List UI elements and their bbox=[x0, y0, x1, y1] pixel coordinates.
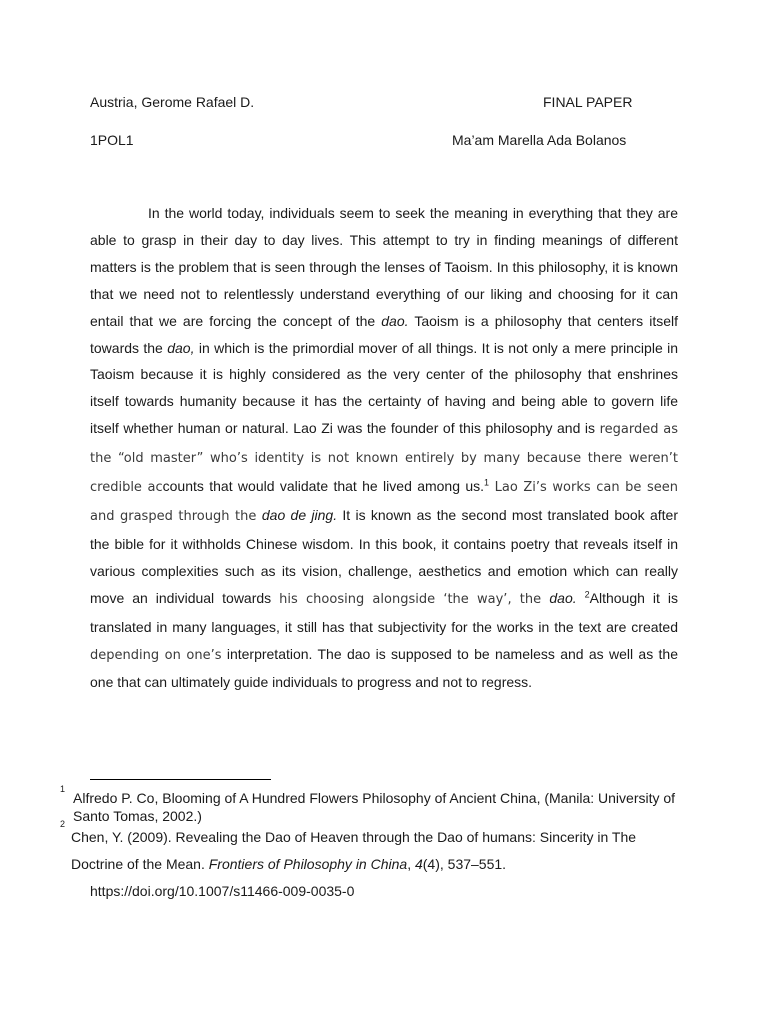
term-dao-de-jing: dao de jing. bbox=[261, 506, 338, 523]
text-run: It is known as the second most translated book after the bible for it withholds Chinese wisdom. In this book, it contains poetry that reveals itself in various complexities such as its vision, challenge, aesthetics and emotion which can really move an individual towards bbox=[90, 506, 678, 606]
term-dao: dao, bbox=[167, 339, 195, 356]
text-run: regarded as the “old master” who’s identity is not known entirely by many because there weren’t credible ac bbox=[90, 422, 679, 496]
text-run: counts that would validate that he lived among us. bbox=[162, 478, 485, 495]
footnote-ref-1[interactable]: 1 bbox=[484, 477, 490, 488]
text-run: his choosing alongside ‘the way’, the bbox=[279, 591, 550, 607]
text-run: Lao Zi’s works can be seen and grasped through the bbox=[90, 480, 678, 524]
paragraph-1 bbox=[90, 200, 678, 696]
text-run: In the world today, individuals seem to seek the meaning in everything that they are able to grasp in their day to day lives. This attempt to try in finding meanings of different matters is the problem that is seen through the lenses of Taoism. In this philosophy, it is known that we need not to relentlessly understand everything of our liking and choosing for it can entail that we are forcing the concept of the bbox=[90, 205, 678, 329]
text-run: Taoism is a philosophy that centers itself towards the bbox=[90, 312, 678, 356]
footnote-text: Alfredo P. Co, Blooming of A Hundred Flowers Philosophy of Ancient China, (Manila: University of Santo Tomas, 2002.) bbox=[73, 790, 676, 824]
citation-text: Chen, Y. (2009). Revealing the Dao of Heaven through the Dao of humans: Sincerity in The Doctrine of the Mean. bbox=[71, 829, 637, 872]
journal-name: Frontiers of Philosophy in China bbox=[208, 856, 408, 872]
instructor-name: Ma’am Marella Ada Bolanos bbox=[452, 132, 627, 148]
term-dao: dao. bbox=[381, 312, 409, 329]
class-section: 1POL1 bbox=[90, 132, 134, 148]
text-run: depending on one’s bbox=[90, 647, 222, 663]
journal-volume: 4 bbox=[414, 856, 423, 872]
citation-text: , bbox=[407, 856, 415, 872]
footnote-separator bbox=[90, 779, 271, 780]
term-dao: dao. bbox=[549, 589, 577, 606]
text-run: in which is the primordial mover of all things. It is not only a mere principle in Taoism because it is highly considered as the very center of the philosophy that enshrines itself towards humanity because it has the certainty of having and being able to govern life itself whether human or natural. Lao Zi was the founder of this philosophy and is bbox=[90, 339, 678, 437]
paper-title: FINAL PAPER bbox=[543, 94, 633, 110]
footnote-ref-2[interactable]: 2 bbox=[584, 589, 590, 600]
citation-text: (4), 537–551. bbox=[422, 856, 507, 872]
footnote-text bbox=[60, 824, 680, 878]
text-run: Although it is translated in many languages, it still has that subjectivity for the works in the text are created bbox=[90, 589, 678, 635]
doi-link[interactable]: https://doi.org/10.1007/s11466-009-0035-0 bbox=[90, 883, 355, 899]
footnote-2: 2 Chen, Y. (2009). Revealing the Dao of Heaven through the Dao of humans: Sincerity in The Doctrine of the Mean. Frontiers of Philosophy in China, 4(4), 537–551. https://doi.org/10.1007/s11466-009-0035-0 bbox=[60, 824, 680, 905]
text-run: interpretation. The dao is supposed to be nameless and as well as the one that can ultimately guide individuals to progress and not to regress. bbox=[90, 645, 678, 691]
body-paragraph bbox=[90, 200, 678, 696]
footnote-1: 1 Alfredo P. Co, Blooming of A Hundred Flowers Philosophy of Ancient China, (Manila: University of Santo Tomas, 2002.) bbox=[60, 789, 680, 825]
author-name: Austria, Gerome Rafael D. bbox=[90, 94, 255, 110]
